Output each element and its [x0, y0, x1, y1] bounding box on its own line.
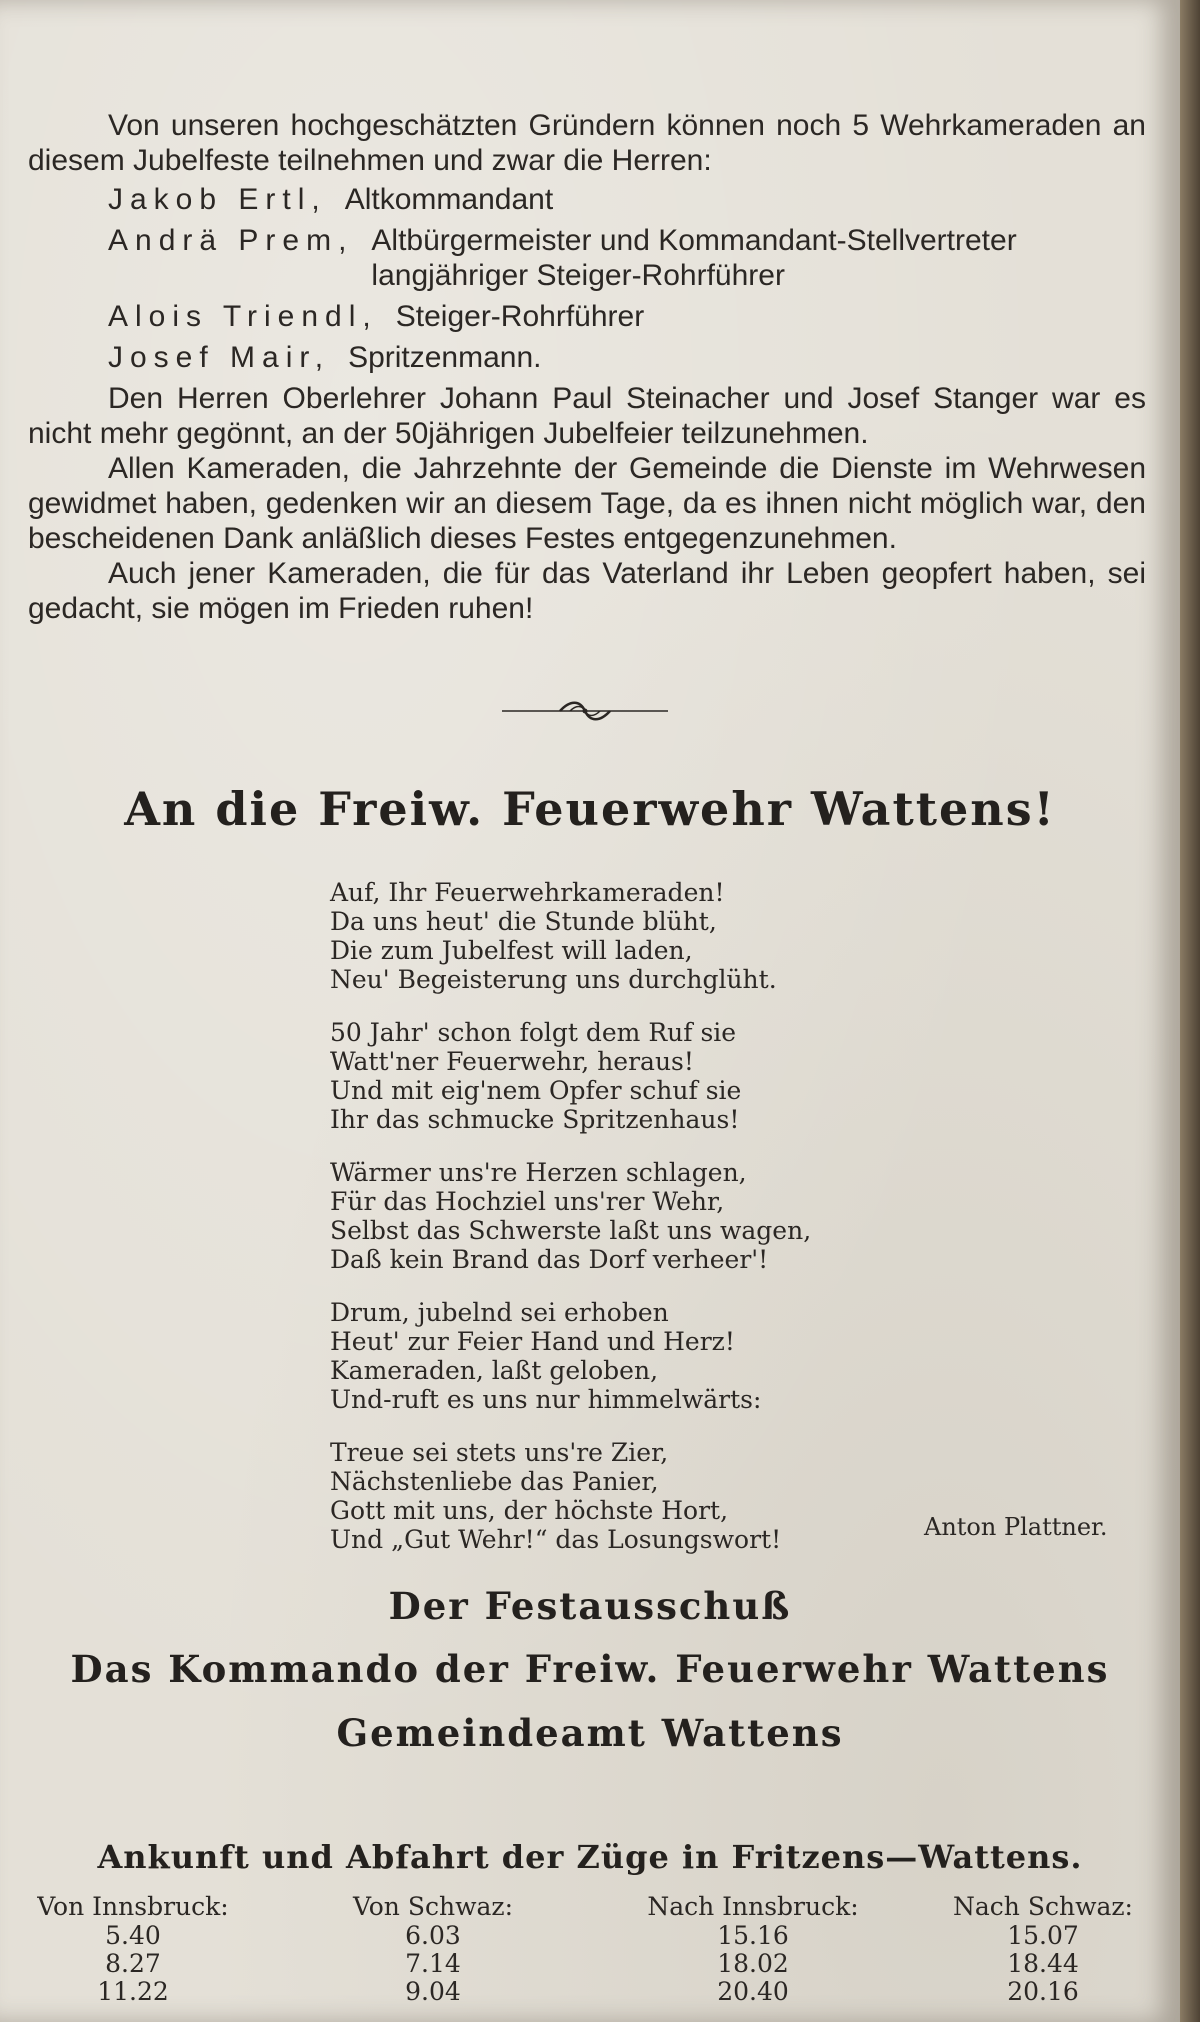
train-time: 15.07 [1007, 1921, 1079, 1950]
poem-line: Kameraden, laßt geloben, [330, 1356, 659, 1385]
poem-stanza [330, 878, 1130, 994]
founder-name: Andrä Prem, [108, 224, 354, 257]
train-column-header: Nach Schwaz: [953, 1892, 1133, 1921]
book-spine-edge [1180, 0, 1200, 2022]
poem-line: Da uns heut' die Stunde blüht, [330, 907, 717, 936]
train-time: 8.27 [105, 1949, 161, 1978]
poem-line: Wärmer uns're Herzen schlagen, [330, 1158, 747, 1187]
poem-line: Gott mit uns, der höchste Hort, [330, 1496, 729, 1525]
founder-role: Altkommandant [344, 183, 554, 216]
poem-line: Watt'ner Feuerwehr, heraus! [330, 1047, 694, 1076]
founders-list [108, 182, 1146, 375]
intro-section [28, 108, 1146, 626]
poem [330, 878, 1130, 1578]
intro-paragraph-founders: Von unseren hochgeschätzten Gründern können noch 5 Wehrkameraden an diesem Jubelfeste teilnehmen und zwar die Herren: [28, 109, 1146, 177]
poem-line: Heut' zur Feier Hand und Herz! [330, 1327, 735, 1356]
train-column-to-schwaz [928, 1892, 1158, 2006]
poem-line: Auf, Ihr Feuerwehrkameraden! [330, 878, 725, 907]
poem-line: Ihr das schmucke Spritzenhaus! [330, 1105, 740, 1134]
poem-line: Die zum Jubelfest will laden, [330, 936, 693, 965]
poem-stanza [330, 1158, 1130, 1274]
poem-line: Und mit eig'nem Opfer schuf sie [330, 1076, 742, 1105]
train-time: 9.04 [405, 1977, 461, 2006]
train-time: 15.16 [717, 1921, 789, 1950]
poem-line: 50 Jahr' schon folgt dem Ruf sie [330, 1018, 737, 1047]
train-time: 18.02 [717, 1949, 789, 1978]
signoff-command: Das Kommando der Freiw. Feuerwehr Wattens [70, 1647, 1110, 1691]
poem-author: Anton Plattner. [924, 1513, 1108, 1541]
founder-triendl [108, 299, 1146, 334]
train-column-to-innsbruck [638, 1892, 868, 2006]
poem-line: Treue sei stets uns're Zier, [330, 1438, 669, 1467]
founder-role: Steiger-Rohrführer [395, 300, 645, 333]
founder-role: Spritzenmann. [348, 341, 542, 374]
train-column-from-innsbruck [18, 1892, 248, 2006]
poem-line: Für das Hochziel uns'rer Wehr, [330, 1187, 725, 1216]
poem-line: Daß kein Brand das Dorf verheer'! [330, 1245, 769, 1274]
poem-line: Selbst das Schwerste laßt uns wagen, [330, 1216, 812, 1245]
poem-line: Und „Gut Wehr!“ das Losungswort! [330, 1525, 782, 1554]
founder-name: Alois Triendl, [108, 300, 378, 333]
founder-role: Altbürgermeister und Kommandant-Stellvertreter langjähriger Steiger-Rohrführer [371, 224, 1017, 292]
train-column-header: Nach Innsbruck: [647, 1892, 859, 1921]
train-time: 18.44 [1007, 1949, 1079, 1978]
poem-line: Nächstenliebe das Panier, [330, 1467, 659, 1496]
train-time: 6.03 [405, 1921, 461, 1950]
signoff-committee: Der Festausschuß [388, 1584, 792, 1628]
poem-line: Neu' Begeisterung uns durchglüht. [330, 965, 777, 994]
founder-ertl [108, 182, 1146, 217]
founder-name: Jakob Ertl, [108, 183, 327, 216]
train-time: 20.40 [717, 1977, 789, 2006]
intro-paragraph-deceased-founders: Den Herren Oberlehrer Johann Paul Steinacher und Josef Stanger war es nicht mehr gegönnt, an der 50jährigen Jubelfeier teilzunehmen. [28, 382, 1146, 450]
train-schedule-title: Ankunft und Abfahrt der Züge in Fritzens—Wattens. [97, 1838, 1083, 1876]
train-time: 5.40 [105, 1921, 161, 1950]
poem-line: Drum, jubelnd sei erhoben [330, 1298, 669, 1327]
founder-name: Josef Mair, [108, 341, 331, 374]
poem-stanza [330, 1298, 1130, 1414]
founder-mair [108, 340, 1146, 375]
train-column-from-schwaz [318, 1892, 548, 2006]
poem-line: Und-ruft es uns nur himmelwärts: [330, 1385, 762, 1414]
ornament-divider-icon [500, 696, 670, 726]
train-time: 20.16 [1007, 1977, 1079, 2006]
train-time: 11.22 [97, 1977, 169, 2006]
signoff-municipality: Gemeindeamt Wattens [336, 1711, 844, 1755]
train-column-header: Von Schwaz: [353, 1892, 513, 1921]
intro-paragraph-comrades: Allen Kameraden, die Jahrzehnte der Gemeinde die Dienste im Wehrwesen gewidmet haben, gedenken wir an diesem Tage, da es ihnen nicht möglich war, den bescheidenen Dank anläßlich dieses Festes entgegenzunehmen. [28, 452, 1146, 555]
poem-stanza [330, 1018, 1130, 1134]
train-column-header: Von Innsbruck: [37, 1892, 229, 1921]
intro-paragraph-fallen: Auch jener Kameraden, die für das Vaterland ihr Leben geopfert haben, sei gedacht, sie mögen im Frieden ruhen! [28, 557, 1146, 625]
train-time: 7.14 [405, 1949, 461, 1978]
founder-prem [108, 223, 1146, 293]
poem-title: An die Freiw. Feuerwehr Wattens! [124, 782, 1056, 836]
